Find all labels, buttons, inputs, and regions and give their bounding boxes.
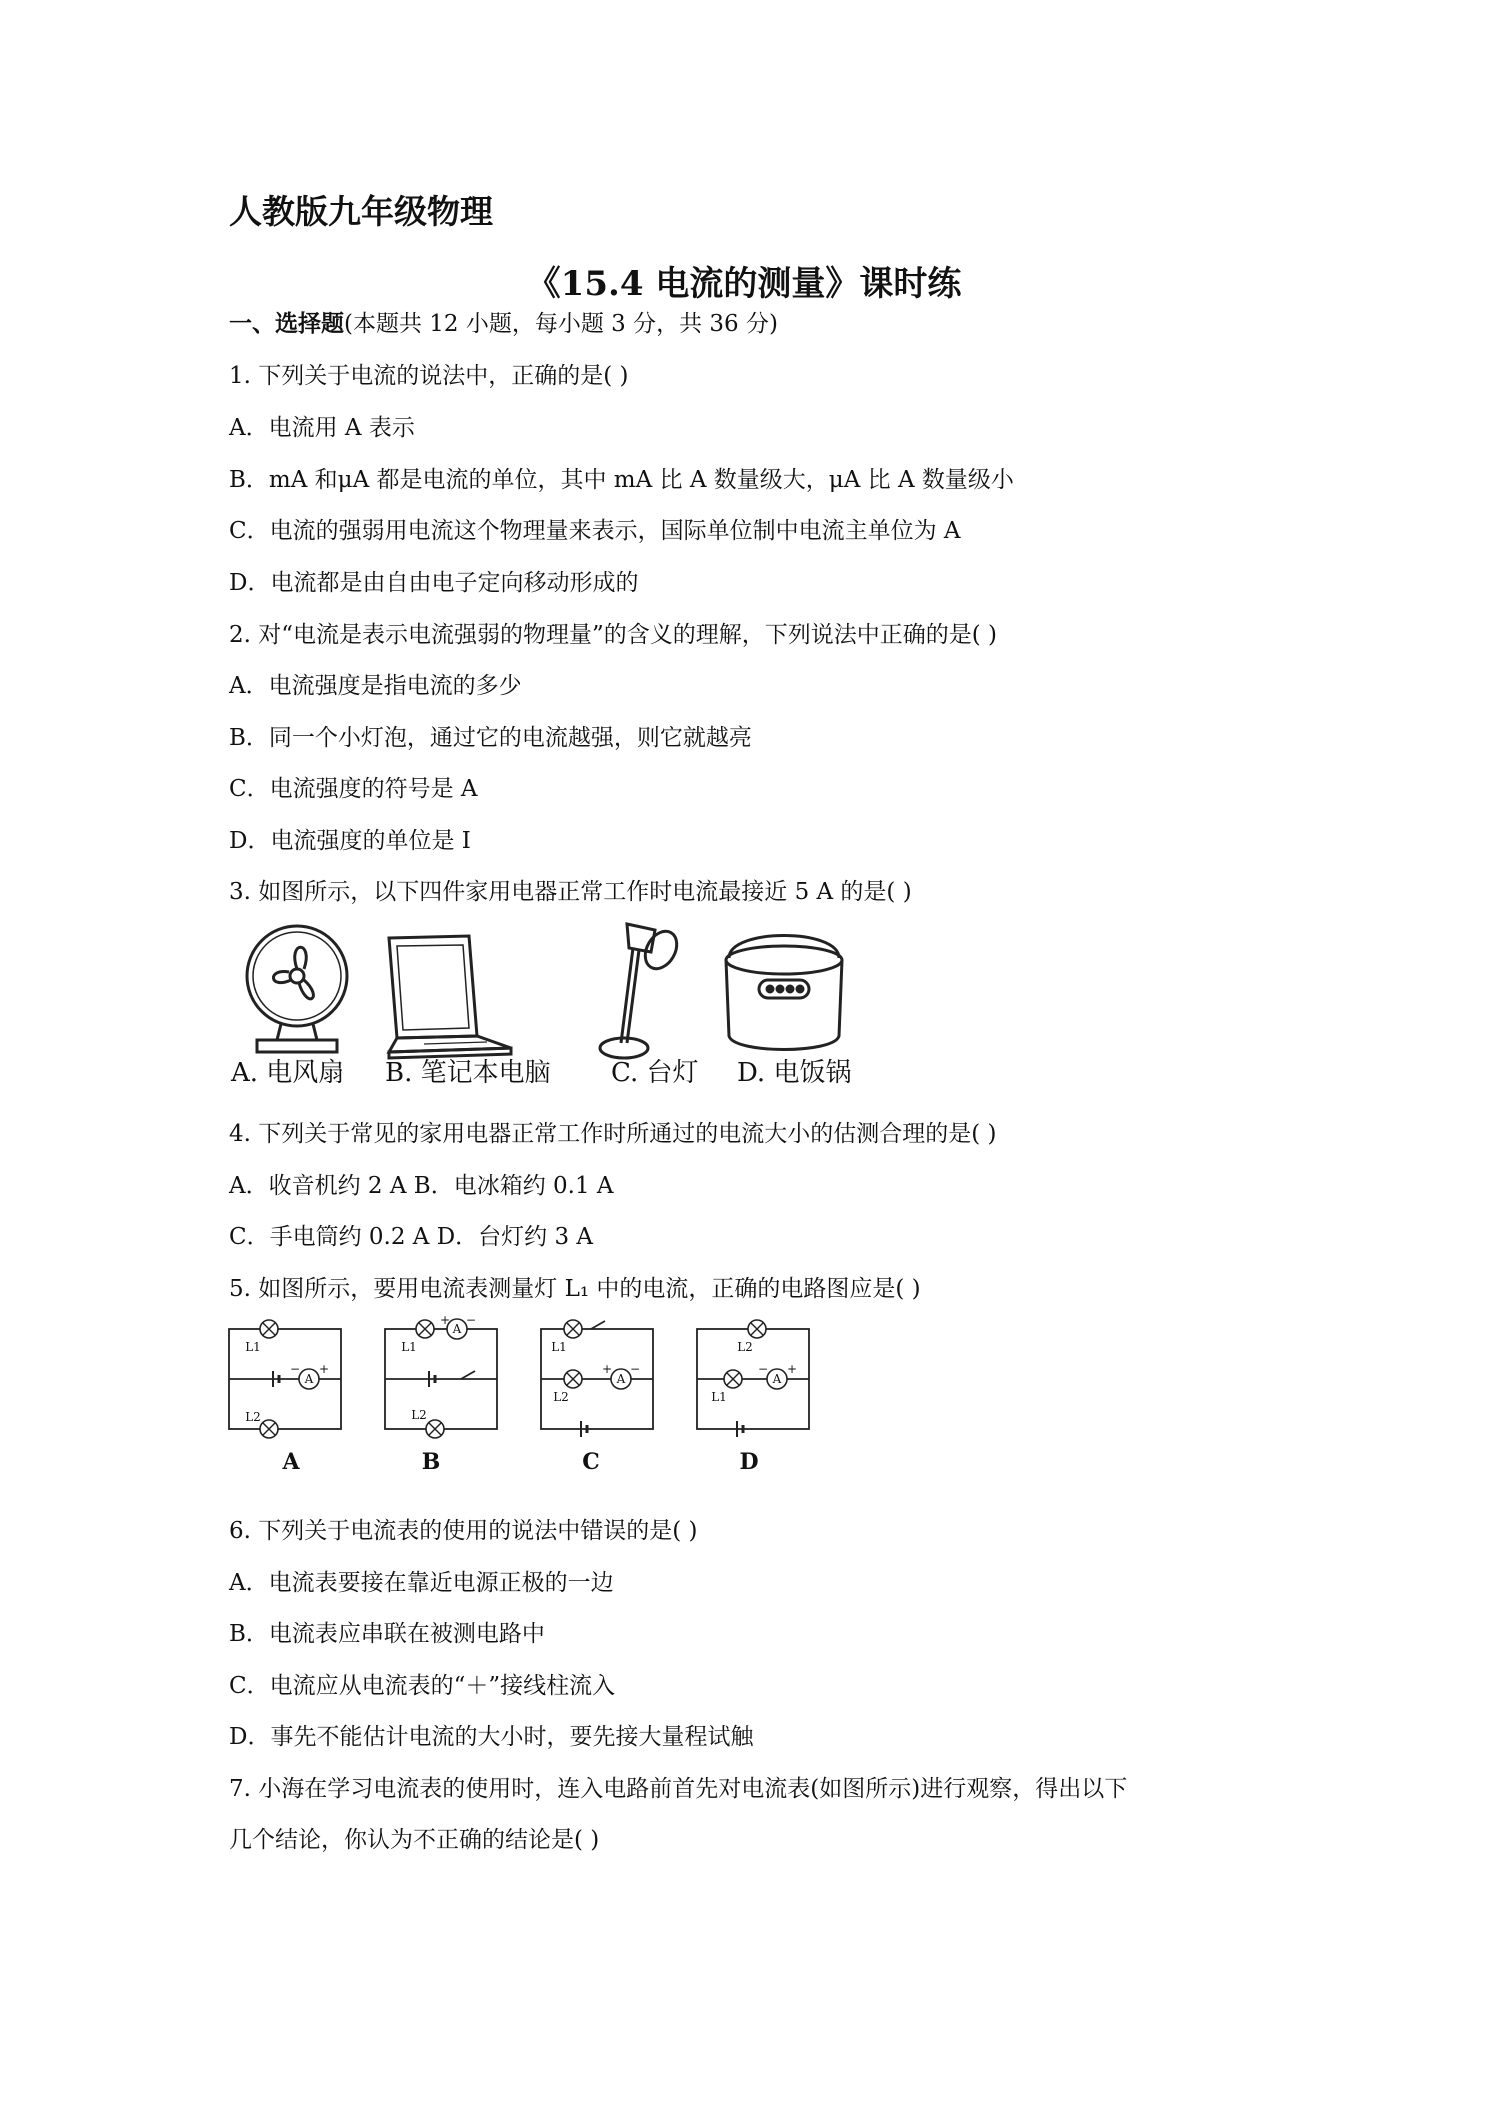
circuit-label-a: A	[282, 1449, 300, 1475]
series-title: 人教版九年级物理	[229, 192, 493, 231]
lamp-label-l2-d: L2	[737, 1340, 753, 1354]
question-4: 4. 下列关于常见的家用电器正常工作时所通过的电流大小的估测合理的是( )	[229, 1121, 997, 1147]
circuit-d	[697, 1329, 809, 1437]
minus-sign-b: −	[465, 1315, 477, 1327]
page-title: 《15.4 电流的测量》课时练	[526, 264, 962, 304]
option-1a: A．电流用 A 表示	[229, 415, 415, 441]
plus-sign-c: +	[601, 1362, 613, 1376]
section-label: 一、选择题	[229, 310, 344, 337]
appliance-caption-a: A. 电风扇	[231, 1058, 345, 1088]
option-6a: A．电流表要接在靠近电源正极的一边	[229, 1570, 614, 1596]
plus-sign-b: +	[439, 1315, 451, 1327]
lamp-label-l1-c: L1	[551, 1340, 567, 1354]
ammeter-symbol-b: A	[452, 1322, 462, 1336]
rice-cooker-image	[726, 936, 842, 1050]
option-2b: B．同一个小灯泡，通过它的电流越强，则它就越亮	[229, 725, 752, 751]
question-5: 5. 如图所示，要用电流表测量灯 L₁ 中的电流，正确的电路图应是( )	[229, 1276, 921, 1302]
option-6d: D．事先不能估计电流的大小时，要先接大量程试触	[229, 1724, 754, 1750]
appliance-caption-d: D. 电饭锅	[737, 1058, 852, 1088]
ammeter-symbol-d: A	[772, 1372, 782, 1386]
option-2c: C．电流强度的符号是 A	[229, 776, 478, 802]
question-7: 7. 小海在学习电流表的使用时，连入电路前首先对电流表(如图所示)进行观察，得出以下	[229, 1776, 1128, 1802]
question-2: 2. 对“电流是表示电流强弱的物理量”的含义的理解，下列说法中正确的是( )	[229, 622, 998, 648]
plus-sign-d: +	[786, 1362, 798, 1376]
appliance-figure	[229, 918, 909, 1093]
ammeter-symbol-c: A	[616, 1372, 626, 1386]
lamp-label-l1-b: L1	[401, 1340, 417, 1354]
minus-sign-c: −	[629, 1362, 641, 1376]
question-6: 6. 下列关于电流表的使用的说法中错误的是( )	[229, 1518, 698, 1544]
circuit-label-d: D	[739, 1449, 759, 1475]
question-3: 3. 如图所示，以下四件家用电器正常工作时电流最接近 5 A 的是( )	[229, 879, 912, 905]
ammeter-symbol-a: A	[304, 1372, 314, 1386]
circuit-label-c: C	[582, 1449, 600, 1475]
lamp-label-l2-c: L2	[553, 1390, 569, 1404]
fan-image	[247, 926, 347, 1052]
option-4ab: A．收音机约 2 A B．电冰箱约 0.1 A	[229, 1173, 614, 1199]
option-6b: B．电流表应串联在被测电路中	[229, 1621, 545, 1647]
section-heading	[229, 305, 778, 338]
circuit-figure	[225, 1315, 825, 1475]
circuit-label-b: B	[421, 1449, 441, 1475]
appliance-caption-b: B. 笔记本电脑	[385, 1058, 551, 1088]
option-2a: A．电流强度是指电流的多少	[229, 673, 522, 699]
option-2d: D．电流强度的单位是 I	[229, 828, 471, 854]
minus-sign-d: −	[757, 1362, 769, 1376]
option-4cd: C．手电筒约 0.2 A D．台灯约 3 A	[229, 1224, 594, 1250]
option-1d: D．电流都是由自由电子定向移动形成的	[229, 570, 639, 596]
laptop-image	[389, 936, 511, 1058]
option-1c: C．电流的强弱用电流这个物理量来表示，国际单位制中电流主单位为 A	[229, 518, 961, 544]
appliance-caption-c: C. 台灯	[611, 1058, 699, 1088]
question-1: 1. 下列关于电流的说法中，正确的是( )	[229, 363, 629, 389]
question-7-continued: 几个结论，你认为不正确的结论是( )	[229, 1827, 600, 1853]
section-note: (本题共 12 小题，每小题 3 分，共 36 分)	[344, 311, 778, 337]
minus-sign-a: −	[289, 1362, 301, 1376]
lamp-label-l2-b: L2	[411, 1408, 427, 1422]
lamp-label-l1-a: L1	[245, 1340, 261, 1354]
circuit-c	[541, 1321, 653, 1437]
lamp-label-l2-a: L2	[245, 1410, 261, 1424]
desk-lamp-image	[600, 924, 683, 1058]
lamp-label-l1-d: L1	[711, 1390, 727, 1404]
option-1b: B．mA 和μA 都是电流的单位，其中 mA 比 A 数量级大，μA 比 A 数量级小	[229, 467, 1014, 493]
plus-sign-a: +	[318, 1362, 330, 1376]
option-6c: C．电流应从电流表的“＋”接线柱流入	[229, 1673, 616, 1699]
